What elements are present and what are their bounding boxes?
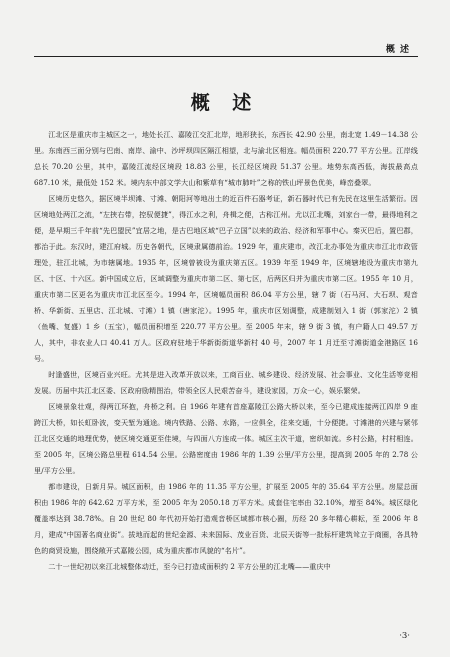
running-head: 概 述 bbox=[385, 45, 410, 55]
page-number: ·3· bbox=[399, 631, 410, 641]
header-rule bbox=[34, 56, 418, 57]
chapter-title: 概 述 bbox=[190, 92, 260, 114]
paragraph: 江北区是重庆市主城区之一，地处长江、嘉陵江交汇北岸，地形狭长，东西长 42.90 公里，南北宽 1.49－14.38 公里。东南西三面分别与巴南、南岸、渝中、沙坪坝四区隔江相望，北与渝北区相连。幅员面积 220.77 平方公里。江岸线总长 70.20 公里，其中，嘉陵江流经区境段 18.83 公里，长江经区境段 51.37 公里。地势东高西低，海拔最高点 687.10 米，最低处 152 米。境内东中部文学大山和紫草有“城市肺叶”之称的铁山坪景色优美，峰峦叠翠。 bbox=[34, 130, 418, 187]
body-text bbox=[34, 127, 418, 575]
paragraph: 都市建设，日新月异。城区面积，由 1986 年的 11.35 平方公里，扩展至 2005 年的 35.64 平方公里。房屋总面积由 1986 年的 642.62 万平方米，至 2005 年为 2050.18 万平方米。成套住宅率由 32.10%，增至 84%。城区绿化覆盖率达到 38.78%。自 20 世纪 80 年代初开始打造观音桥区域都市核心圈，历经 20 多年精心耕耘，至 2006 年 8 月，建成“中国著名商业街”。拔地而起的世纪金源、未来国际、茂业百货、北辰天街等一批标杆建筑耸立于商圈，各具特色的商贸设施，围绕敞开式嘉陵公园，成为重庆都市风貌的“名片”。 bbox=[34, 482, 418, 555]
paragraph: 区境历史悠久，据区境半坝滩、寸滩、朝阳河等地出土的近百件石器考证，新石器时代已有先民在这里生活繁衍。因区境地处两江之流，“左挟右带，控驭便捷”，得江水之利，舟楫之便，古称江州。尤以江北嘴，刘家台一带，最得地利之便，是早期三千年前“先巴盟民”宜居之地，是古巴地区域“巴子立国”以来的政治、经济和军事中心。秦灭巴后，置巴郡，都治于此。东汉时，建江府城。历史各朝代，区境隶属德前治。1929 年，重庆建市，改江北办事处为重庆市江北市政管理处，驻江北城，为市辖属地。1935 年，区境曾被设为重庆第五区。1939 年至 1949 年，区境辖地设为重庆市第九区、十区、十六区。新中国成立后，区域调整为重庆市第二区、第七区，后两区归并为重庆市第二区。1955 年 10 月，重庆市第二区更名为重庆市江北区至今。1994 年，区境幅员面积 86.04 平方公里，辖 7 街（石马河、大石坝、观音桥、华新街、五里店、江北城、寸滩）1 镇（唐家沱）。1995 年，重庆市区划调整，成建制划入 1 街（郭家沱）2 镇（鱼嘴、复盛）1 乡（五宝），幅员面积增至 220.77 平方公里。至 2005 年末，辖 9 街 3 镇，有户籍人口 49.57 万人，其中，非农业人口 40.41 万人。区政府驻地于华新街街道华新村 40 号，2007 年 1 月迁至寸滩街道金港路区 16 号。 bbox=[34, 194, 418, 363]
paragraph: 时逢盛世，区境百业兴旺。尤其是进入改革开放以来，工商百业、城乡建设、经济发展、社会事业、文化生活等竞相发展。历届中共江北区委、区政府励精图治，带领全区人民艰苦奋斗，建设家园，万众一心，娱乐繁荣。 bbox=[34, 370, 418, 395]
paragraph: 二十一世纪初以来江北城整体动迁，至今已打造成面积约 2 平方公里的江北嘴——重庆中 bbox=[48, 562, 331, 571]
paragraph: 区境景象壮观，得两江环抱，舟桥之利。自 1966 年建有首座嘉陵江公路大桥以来，至今已建成连接两江四岸 9 座跨江大桥，如长虹卧波，变天堑为通途。境内铁路、公路、水路，一应俱全，往来交通，十分便捷。寸滩港的兴建与紧邻江北区交通的地理优势，使区境交通更至佳境，与四面八方连成一体。城区主次干道，密织如流。乡村公路，村村相连。至 2005 年，区境公路总里程 614.54 公里。公路密度由 1986 年的 1.39 公里/平方公里，提高到 2005 年的 2.78 公里/平方公里。 bbox=[34, 402, 418, 475]
